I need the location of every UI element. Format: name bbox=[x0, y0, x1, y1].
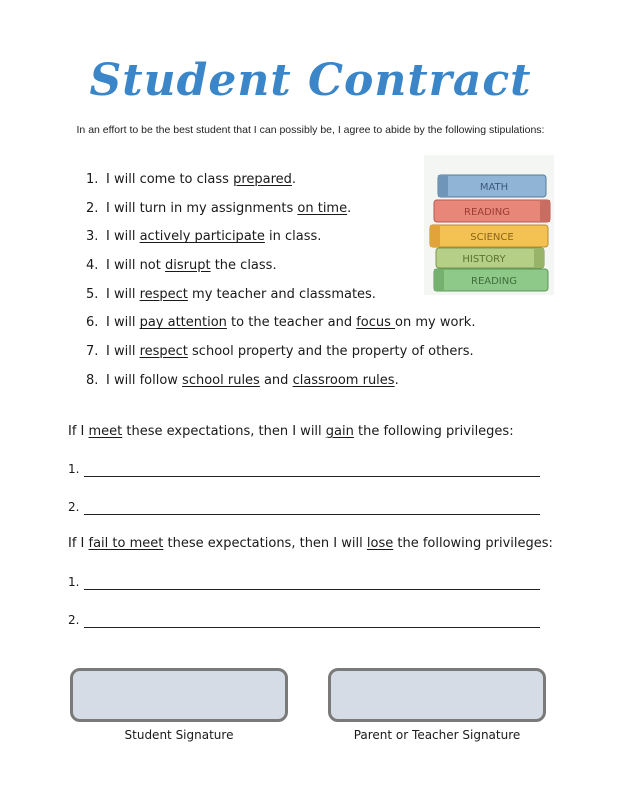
line-number: 1. bbox=[68, 575, 80, 589]
underlined-text: gain bbox=[325, 424, 354, 439]
book-label: MATH bbox=[479, 182, 509, 193]
book-history bbox=[436, 248, 544, 268]
underlined-text: respect bbox=[139, 344, 188, 360]
rule-text bbox=[106, 287, 376, 302]
rule-number: 6. bbox=[86, 315, 99, 331]
rule-text bbox=[106, 201, 351, 216]
fail-privilege-line-2[interactable] bbox=[68, 613, 540, 633]
line-number: 1. bbox=[68, 462, 80, 476]
meet-heading bbox=[68, 424, 514, 439]
parent-signature-box[interactable] bbox=[328, 668, 546, 722]
text-segment: I will bbox=[106, 286, 140, 302]
underlined-text: disrupt bbox=[165, 258, 211, 274]
text-segment: school property and the property of others. bbox=[187, 344, 474, 360]
rule-item bbox=[86, 313, 506, 342]
book-math bbox=[438, 175, 546, 197]
text-segment: I will bbox=[106, 229, 140, 245]
rule-item bbox=[86, 342, 506, 371]
text-segment: . bbox=[291, 172, 297, 187]
underlined-text: fail to meet bbox=[88, 536, 164, 551]
text-segment: and bbox=[259, 372, 293, 388]
rule-text bbox=[106, 258, 277, 273]
write-line[interactable] bbox=[84, 514, 540, 515]
meet-privilege-line-1[interactable] bbox=[68, 462, 540, 482]
underlined-text: focus bbox=[356, 315, 396, 331]
rule-number: 1. bbox=[86, 172, 99, 187]
text-segment: the following privileges: bbox=[393, 536, 553, 551]
underlined-text: on time bbox=[297, 200, 348, 216]
underlined-text: respect bbox=[139, 286, 188, 302]
fail-privilege-line-1[interactable] bbox=[68, 575, 540, 595]
text-segment: If I bbox=[68, 536, 89, 551]
text-segment: I will come to class bbox=[106, 172, 234, 187]
rule-number: 7. bbox=[86, 344, 99, 360]
parent-signature-label: Parent or Teacher Signature bbox=[353, 728, 521, 742]
book-science bbox=[430, 225, 548, 247]
meet-privilege-line-2[interactable] bbox=[68, 500, 540, 520]
text-segment: my teacher and classmates. bbox=[187, 286, 376, 302]
text-segment: these expectations, then I will bbox=[163, 536, 367, 551]
write-line[interactable] bbox=[84, 476, 540, 477]
rule-text bbox=[106, 344, 474, 359]
rule-item bbox=[86, 371, 506, 400]
underlined-text: actively participate bbox=[139, 229, 265, 245]
rule-text bbox=[106, 315, 475, 330]
line-number: 2. bbox=[68, 613, 80, 627]
book-reading-2 bbox=[434, 269, 548, 291]
underlined-text: lose bbox=[366, 536, 394, 551]
rule-text bbox=[106, 373, 399, 388]
underlined-text: classroom rules bbox=[292, 372, 395, 388]
text-segment: If I bbox=[68, 424, 89, 439]
text-segment: the class. bbox=[210, 258, 277, 274]
rule-number: 5. bbox=[86, 286, 99, 302]
rule-number: 8. bbox=[86, 372, 99, 388]
text-segment: . bbox=[347, 200, 352, 216]
underlined-text: prepared bbox=[233, 172, 292, 187]
book-stack-illustration bbox=[424, 155, 554, 295]
text-segment: I will turn in my assignments bbox=[106, 200, 298, 216]
book-stack-icon bbox=[424, 155, 554, 295]
text-segment: to the teacher and bbox=[226, 315, 357, 331]
book-label: HISTORY bbox=[462, 254, 506, 265]
write-line[interactable] bbox=[84, 589, 540, 590]
intro-text: In an effort to be the best student that I can possibly be, I agree to abide by the following stipulations: bbox=[76, 124, 545, 136]
rule-text bbox=[106, 172, 296, 187]
fail-heading bbox=[68, 536, 553, 551]
text-segment: the following privileges: bbox=[353, 424, 514, 439]
rule-number: 4. bbox=[86, 258, 99, 274]
rule-number: 3. bbox=[86, 229, 99, 245]
text-segment: I will follow bbox=[106, 372, 183, 388]
line-number: 2. bbox=[68, 500, 80, 514]
text-segment: . bbox=[394, 372, 399, 388]
book-label: SCIENCE bbox=[470, 232, 514, 243]
text-segment: these expectations, then I will bbox=[122, 424, 326, 439]
student-signature-label: Student Signature bbox=[124, 728, 234, 742]
rule-text bbox=[106, 229, 321, 244]
text-segment: I will not bbox=[106, 258, 165, 274]
underlined-text: school rules bbox=[182, 372, 260, 388]
rule-number: 2. bbox=[86, 200, 99, 216]
write-line[interactable] bbox=[84, 627, 540, 628]
text-segment: I will bbox=[106, 315, 140, 331]
book-reading-1 bbox=[434, 200, 550, 222]
book-label: READING bbox=[471, 276, 517, 287]
page-title: Student Contract bbox=[89, 55, 532, 106]
underlined-text: pay attention bbox=[139, 315, 227, 331]
text-segment: I will bbox=[106, 344, 140, 360]
text-segment: in class. bbox=[264, 229, 322, 245]
text-segment: on my work. bbox=[395, 315, 476, 331]
book-label: READING bbox=[464, 207, 510, 218]
student-signature-box[interactable] bbox=[70, 668, 288, 722]
underlined-text: meet bbox=[88, 424, 123, 439]
